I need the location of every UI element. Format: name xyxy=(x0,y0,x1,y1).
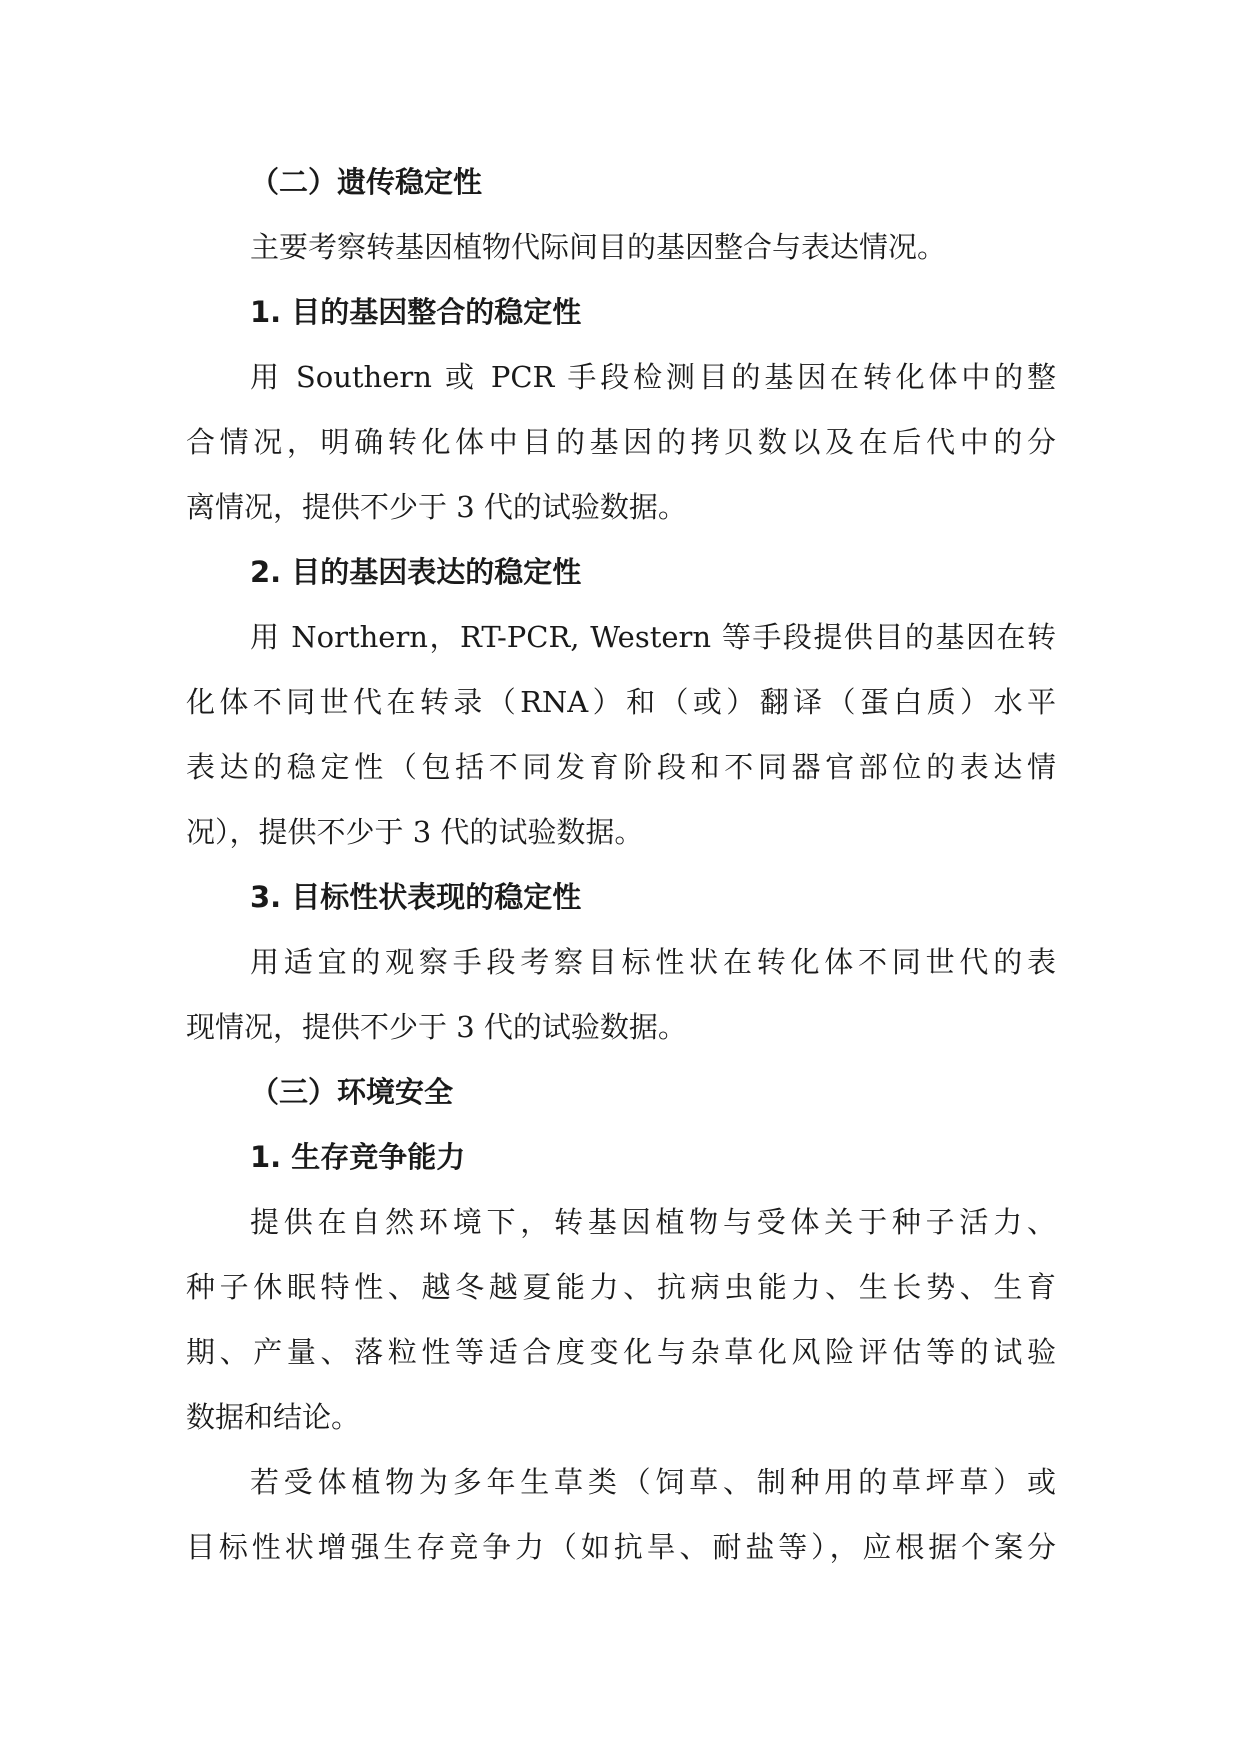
paragraph-line: 合情况，明确转化体中目的基因的拷贝数以及在后代中的分 xyxy=(186,425,1056,459)
paragraph-line: 化体不同世代在转录（RNA）和（或）翻译（蛋白质）水平 xyxy=(186,685,1056,719)
paragraph-line: 用 Northern，RT-PCR, Western 等手段提供目的基因在转 xyxy=(250,620,1056,654)
subheading-integration-stability: 1. 目的基因整合的稳定性 xyxy=(250,295,582,329)
paragraph-line: 种子休眠特性、越冬越夏能力、抗病虫能力、生长势、生育 xyxy=(186,1270,1056,1304)
paragraph-line: 用适宜的观察手段考察目标性状在转化体不同世代的表 xyxy=(250,945,1056,979)
paragraph-line: 目标性状增强生存竞争力（如抗旱、耐盐等），应根据个案分 xyxy=(186,1530,1056,1564)
paragraph-line: 离情况，提供不少于 3 代的试验数据。 xyxy=(186,490,687,524)
section-heading-genetic-stability: （二）遗传稳定性 xyxy=(250,165,483,199)
paragraph-line: 现情况，提供不少于 3 代的试验数据。 xyxy=(186,1010,687,1044)
paragraph-line: 若受体植物为多年生草类（饲草、制种用的草坪草）或 xyxy=(250,1465,1056,1499)
section-heading-environmental-safety: （三）环境安全 xyxy=(250,1075,454,1109)
paragraph-line: 提供在自然环境下，转基因植物与受体关于种子活力、 xyxy=(250,1205,1056,1239)
subheading-trait-stability: 3. 目标性状表现的稳定性 xyxy=(250,880,582,914)
subheading-survival-competitiveness: 1. 生存竞争能力 xyxy=(250,1140,466,1174)
paragraph-line: 数据和结论。 xyxy=(186,1400,361,1434)
document-body xyxy=(186,150,1056,1580)
paragraph-line: 表达的稳定性（包括不同发育阶段和不同器官部位的表达情 xyxy=(186,750,1056,784)
paragraph-line: 主要考察转基因植物代际间目的基因整合与表达情况。 xyxy=(250,230,947,264)
paragraph-line: 用 Southern 或 PCR 手段检测目的基因在转化体中的整 xyxy=(250,360,1056,394)
paragraph-line: 况），提供不少于 3 代的试验数据。 xyxy=(186,815,644,849)
subheading-expression-stability: 2. 目的基因表达的稳定性 xyxy=(250,555,582,589)
paragraph-line: 期、产量、落粒性等适合度变化与杂草化风险评估等的试验 xyxy=(186,1335,1056,1369)
